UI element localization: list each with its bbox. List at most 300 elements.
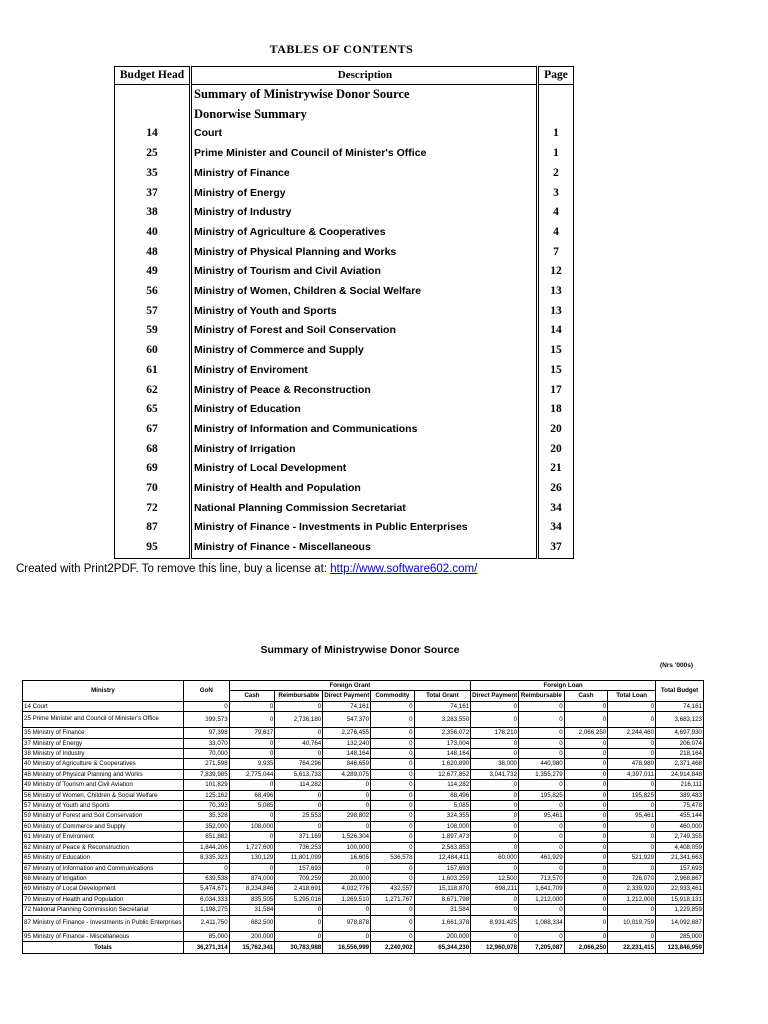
table-row [23,769,704,779]
ministry-cell: 69 Ministry of Local Development [23,884,184,894]
table-row [23,801,704,811]
value-cell: 5,474,671 [183,884,229,894]
toc-description: Court [191,124,538,144]
table-row [23,821,704,831]
value-cell: 2,563,853 [414,842,471,852]
ministry-cell: 72 National Planning Commission Secretariat [23,905,184,915]
value-cell: 0 [564,873,608,883]
value-cell: 0 [519,701,565,711]
value-cell: 6,034,333 [183,894,229,904]
value-cell: 4,408,059 [656,842,704,852]
value-cell: 0 [371,790,415,800]
value-cell: 0 [519,931,565,941]
value-cell: 1,198,275 [183,905,229,915]
value-cell: 547,370 [323,712,371,728]
ministry-cell: 57 Ministry of Youth and Sports [23,801,184,811]
units-label: (Nrs '000s) [660,662,693,669]
value-cell: 440,980 [519,759,565,769]
table-row [23,853,704,863]
value-cell: 0 [564,842,608,852]
value-cell: 0 [229,811,275,821]
value-cell: 2,749,355 [656,832,704,842]
value-cell: 16,605 [323,853,371,863]
value-cell: 0 [608,780,656,790]
total-value-cell: 30,783,988 [275,941,323,953]
toc-page-number: 20 [538,420,574,440]
sub-header: Direct Payment [472,692,518,700]
value-cell: 2,736,180 [275,712,323,728]
value-cell: 399,573 [183,712,229,728]
value-cell: 0 [229,749,275,759]
toc-budget-head: 87 [115,518,191,538]
value-cell: 0 [608,842,656,852]
value-cell: 352,000 [183,821,229,831]
value-cell: 0 [371,728,415,738]
value-cell: 132,240 [323,738,371,748]
value-cell: 0 [564,712,608,728]
value-cell: 0 [371,801,415,811]
value-cell: 0 [371,780,415,790]
value-cell: 125,162 [183,790,229,800]
value-cell: 5,085 [414,801,471,811]
value-cell: 7,839,985 [183,769,229,779]
value-cell: 0 [519,801,565,811]
ministry-cell: 60 Ministry of Commerce and Supply [23,821,184,831]
sub-header: Commodity [371,691,415,701]
toc-row [115,124,574,144]
toc-row [115,538,574,558]
value-cell: 0 [564,884,608,894]
ministry-cell: 56 Ministry of Women, Children & Social Welfare [23,790,184,800]
value-cell: 79,617 [229,728,275,738]
value-cell: 1,088,334 [519,915,565,931]
toc-row [115,223,574,243]
toc-page-number: 20 [538,440,574,460]
value-cell: 0 [183,863,229,873]
value-cell: 0 [564,811,608,821]
value-cell: 95,461 [608,811,656,821]
table-row [23,749,704,759]
toc-page-number: 17 [538,381,574,401]
header-ministry: Ministry [23,681,184,702]
value-cell: 0 [229,780,275,790]
toc-header-description: Description [191,67,538,85]
value-cell: 1,641,709 [519,884,565,894]
toc-description: Ministry of Information and Communications [191,420,538,440]
toc-section-row [115,105,574,125]
toc-row [115,499,574,519]
toc-row [115,361,574,381]
value-cell: 1,727,600 [229,842,275,852]
value-cell: 0 [323,905,371,915]
total-value-cell: 2,066,250 [564,941,608,953]
total-value-cell: 22,231,415 [608,941,656,953]
value-cell: 3,283,550 [414,712,471,728]
toc-header-budget-head: Budget Head [115,67,191,85]
value-cell: 0 [275,790,323,800]
toc-description: Ministry of Agriculture & Cooperatives [191,223,538,243]
value-cell: 4,397,011 [608,769,656,779]
value-cell: 460,000 [656,821,704,831]
value-cell: 0 [471,811,519,821]
toc-budget-head: 37 [115,184,191,204]
value-cell: 0 [564,769,608,779]
toc-description: Ministry of Finance [191,164,538,184]
ministry-cell: 40 Ministry of Agriculture & Cooperatives [23,759,184,769]
toc-budget-head: 69 [115,459,191,479]
toc-description: Ministry of Peace & Reconstruction [191,381,538,401]
table-row [23,701,704,711]
toc-section-donorwise: Donorwise Summary [191,105,538,125]
toc-row [115,164,574,184]
toc-budget-head: 38 [115,203,191,223]
toc-description: Ministry of Women, Children & Social Welfare [191,282,538,302]
value-cell: 5,295,016 [275,894,323,904]
value-cell: 38,000 [471,759,519,769]
value-cell: 8,671,798 [414,894,471,904]
value-cell: 0 [471,905,519,915]
toc-page-number: 34 [538,499,574,519]
toc-budget-head: 65 [115,400,191,420]
value-cell: 0 [564,894,608,904]
value-cell: 2,418,691 [275,884,323,894]
value-cell: 4,289,075 [323,769,371,779]
toc-budget-head: 70 [115,479,191,499]
ministry-cell: 70 Ministry of Health and Population [23,894,184,904]
value-cell: 726,070 [608,873,656,883]
value-cell: 0 [608,931,656,941]
value-cell: 298,802 [323,811,371,821]
value-cell: 0 [471,749,519,759]
value-cell: 0 [229,832,275,842]
header-gon: GoN [183,681,229,702]
toc-description: Ministry of Energy [191,184,538,204]
toc-budget-head: 48 [115,243,191,263]
value-cell: 0 [519,905,565,915]
value-cell: 0 [564,749,608,759]
sub-header: Total Grant [414,691,471,701]
toc-budget-head: 67 [115,420,191,440]
toc-budget-head: 14 [115,124,191,144]
toc-description: Ministry of Commerce and Supply [191,341,538,361]
ministry-cell: 67 Ministry of Information and Communications [23,863,184,873]
value-cell: 2,276,455 [323,728,371,738]
toc-page-number: 34 [538,518,574,538]
total-value-cell: 7,205,087 [519,941,565,953]
value-cell: 1,269,510 [323,894,371,904]
ministry-cell: 49 Ministry of Tourism and Civil Aviation [23,780,184,790]
value-cell: 271,598 [183,759,229,769]
toc-page-number: 1 [538,124,574,144]
table-row [23,811,704,821]
value-cell: 25,553 [275,811,323,821]
toc-row [115,440,574,460]
value-cell: 173,004 [414,738,471,748]
value-cell: 0 [564,780,608,790]
toc-section-row [115,85,574,105]
value-cell: 0 [275,749,323,759]
ministry-cell: 37 Ministry of Energy [23,738,184,748]
value-cell: 1,603,259 [414,873,471,883]
value-cell: 12,677,852 [414,769,471,779]
value-cell: 68,496 [229,790,275,800]
value-cell: 0 [471,821,519,831]
value-cell: 455,144 [656,811,704,821]
table-row [23,863,704,873]
value-cell: 101,829 [183,780,229,790]
value-cell: 0 [608,821,656,831]
ministry-cell: 38 Ministry of Industry [23,749,184,759]
value-cell: 0 [608,905,656,915]
value-cell: 713,570 [519,873,565,883]
value-cell: 12,484,411 [414,853,471,863]
toc-row [115,400,574,420]
value-cell: 11,801,099 [275,853,323,863]
value-cell: 0 [471,738,519,748]
value-cell: 371,169 [275,832,323,842]
toc-description: Ministry of Education [191,400,538,420]
ministry-cell: 48 Ministry of Physical Planning and Works [23,769,184,779]
ministry-cell: 25 Prime Minister and Council of Minister's Office [23,712,184,728]
value-cell: 195,825 [608,790,656,800]
value-cell: 0 [371,863,415,873]
totals-label: Totals [23,941,184,953]
value-cell: 200,000 [414,931,471,941]
value-cell: 1,844,206 [183,842,229,852]
value-cell: 0 [471,894,519,904]
total-value-cell: 12,960,078 [471,941,519,953]
value-cell: 0 [519,738,565,748]
value-cell: 148,164 [323,749,371,759]
value-cell: 9,935 [229,759,275,769]
toc-budget-head: 25 [115,144,191,164]
value-cell: 2,775,044 [229,769,275,779]
value-cell: 0 [371,738,415,748]
value-cell: 0 [471,701,519,711]
value-cell: 21,341,663 [656,853,704,863]
value-cell: 31,584 [414,905,471,915]
toc-budget-head: 59 [115,321,191,341]
value-cell: 200,000 [229,931,275,941]
value-cell: 97,398 [183,728,229,738]
toc-page-number: 4 [538,223,574,243]
value-cell: 1,212,000 [519,894,565,904]
value-cell: 0 [564,853,608,863]
value-cell: 0 [519,728,565,738]
value-cell: 0 [371,905,415,915]
value-cell: 0 [275,701,323,711]
value-cell: 70,000 [183,749,229,759]
value-cell: 0 [564,738,608,748]
print2pdf-text: Created with Print2PDF. To remove this line, buy a license at: [16,563,331,575]
header-foreign-grant: Foreign Grant [229,681,470,691]
value-cell: 68,496 [414,790,471,800]
ministry-cell: 61 Ministry of Enviroment [23,832,184,842]
value-cell: 0 [371,931,415,941]
toc-page-number: 13 [538,302,574,322]
value-cell: 0 [564,701,608,711]
value-cell: 1,661,378 [414,915,471,931]
value-cell: 0 [323,790,371,800]
toc-description: Ministry of Finance - Investments in Public Enterprises [191,518,538,538]
value-cell: 5,613,733 [275,769,323,779]
toc-row [115,302,574,322]
value-cell: 682,500 [229,915,275,931]
toc-description: Ministry of Irrigation [191,440,538,460]
toc-table [114,66,574,559]
value-cell: 0 [229,738,275,748]
value-cell: 0 [471,801,519,811]
sub-header: Direct Payment [324,692,370,700]
software602-link[interactable]: http://www.software602.com/ [330,563,478,575]
value-cell: 285,000 [656,931,704,941]
summary-title: Summary of Ministrywise Donor Source [260,644,460,656]
header-foreign-loan: Foreign Loan [471,681,656,691]
value-cell: 4,697,930 [656,728,704,738]
sub-header: Cash [564,691,608,701]
table-row [23,832,704,842]
value-cell: 14,092,887 [656,915,704,931]
value-cell: 108,000 [229,821,275,831]
value-cell: 0 [608,701,656,711]
toc-budget-head: 62 [115,381,191,401]
toc-row [115,282,574,302]
table-row [23,728,704,738]
toc-budget-head: 35 [115,164,191,184]
value-cell: 0 [608,832,656,842]
ministry-cell: 59 Ministry of Forest and Soil Conservation [23,811,184,821]
value-cell: 0 [608,863,656,873]
value-cell: 0 [564,863,608,873]
toc-budget-head: 61 [115,361,191,381]
value-cell: 0 [371,832,415,842]
value-cell: 0 [229,863,275,873]
toc-description: Ministry of Local Development [191,459,538,479]
toc-description: Ministry of Finance - Miscellaneous [191,538,538,558]
value-cell: 0 [323,931,371,941]
value-cell: 85,000 [183,931,229,941]
toc-page-number: 18 [538,400,574,420]
table-row [23,780,704,790]
table-row [23,842,704,852]
total-value-cell: 123,846,959 [656,941,704,953]
value-cell: 521,929 [608,853,656,863]
value-cell: 0 [519,863,565,873]
value-cell: 0 [275,915,323,931]
table-row [23,738,704,748]
table-row [23,915,704,931]
value-cell: 20,000 [323,873,371,883]
value-cell: 2,066,250 [564,728,608,738]
value-cell: 0 [564,915,608,931]
value-cell: 0 [371,769,415,779]
value-cell: 0 [519,842,565,852]
value-cell: 0 [471,780,519,790]
value-cell: 2,339,920 [608,884,656,894]
toc-description: Ministry of Tourism and Civil Aviation [191,262,538,282]
table-row [23,873,704,883]
toc-description: Ministry of Youth and Sports [191,302,538,322]
toc-page-number: 12 [538,262,574,282]
value-cell: 0 [323,863,371,873]
value-cell: 736,253 [275,842,323,852]
value-cell: 0 [564,759,608,769]
value-cell: 0 [471,863,519,873]
value-cell: 0 [608,749,656,759]
toc-page-number: 21 [538,459,574,479]
toc-budget-head: 40 [115,223,191,243]
value-cell: 2,411,750 [183,915,229,931]
toc-row [115,321,574,341]
value-cell: 0 [371,701,415,711]
sub-header: Total Loan [608,691,656,701]
value-cell: 0 [608,738,656,748]
value-cell: 0 [371,821,415,831]
toc-description: National Planning Commission Secretariat [191,499,538,519]
toc-page-number: 2 [538,164,574,184]
toc-description: Ministry of Health and Population [191,479,538,499]
ministry-cell: 35 Ministry of Finance [23,728,184,738]
value-cell: 0 [371,811,415,821]
value-cell: 0 [471,790,519,800]
toc-row [115,341,574,361]
toc-row [115,518,574,538]
table-row [23,884,704,894]
value-cell: 22,933,461 [656,884,704,894]
toc-section-summary: Summary of Ministrywise Donor Source [191,85,538,105]
total-value-cell: 36,271,314 [183,941,229,953]
value-cell: 114,282 [414,780,471,790]
value-cell: 10,019,759 [608,915,656,931]
toc-row [115,479,574,499]
toc-row [115,420,574,440]
value-cell: 0 [183,701,229,711]
toc-page-number: 4 [538,203,574,223]
value-cell: 0 [608,712,656,728]
value-cell: 35,328 [183,811,229,821]
value-cell: 12,500 [471,873,519,883]
ministry-cell: 62 Ministry of Peace & Reconstruction [23,842,184,852]
table-row [23,712,704,728]
value-cell: 3,041,732 [471,769,519,779]
toc-description: Ministry of Industry [191,203,538,223]
value-cell: 461,929 [519,853,565,863]
value-cell: 5,085 [229,801,275,811]
table-row [23,905,704,915]
toc-row [115,262,574,282]
total-value-cell: 16,556,999 [323,941,371,953]
value-cell: 0 [323,801,371,811]
value-cell: 3,683,123 [656,712,704,728]
value-cell: 157,693 [414,863,471,873]
value-cell: 851,882 [183,832,229,842]
value-cell: 2,968,867 [656,873,704,883]
value-cell: 24,914,848 [656,769,704,779]
table-row [23,759,704,769]
value-cell: 114,282 [275,780,323,790]
toc-row [115,144,574,164]
value-cell: 206,074 [656,738,704,748]
ministry-cell: 65 Ministry of Education [23,853,184,863]
value-cell: 75,478 [656,801,704,811]
value-cell: 74,161 [323,701,371,711]
toc-page-number: 13 [538,282,574,302]
toc-description: Ministry of Forest and Soil Conservation [191,321,538,341]
value-cell: 100,000 [323,842,371,852]
value-cell: 0 [564,931,608,941]
value-cell: 1,271,767 [371,894,415,904]
value-cell: 0 [471,842,519,852]
